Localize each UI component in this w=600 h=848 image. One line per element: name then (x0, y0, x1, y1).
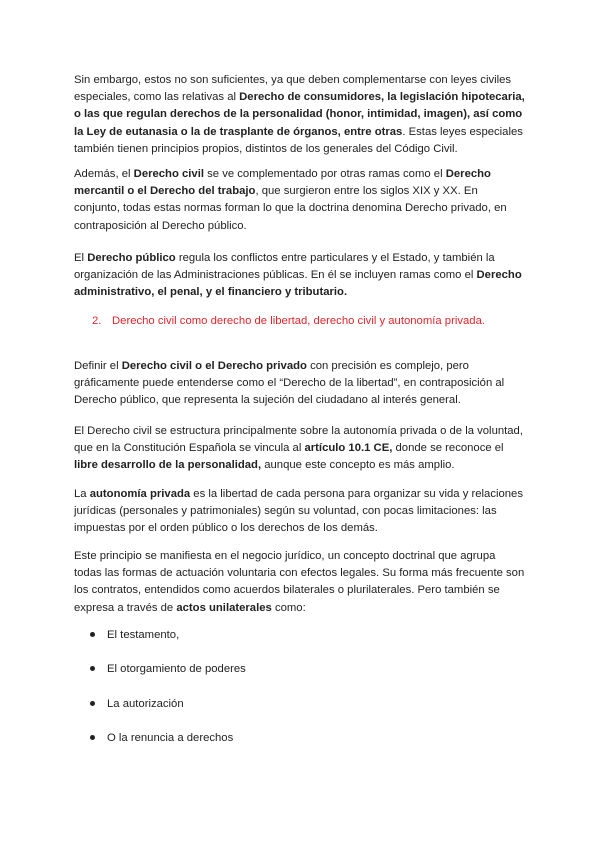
text-span: La (74, 488, 90, 500)
paragraph-private-law (74, 166, 526, 235)
list-item-text: La autorización (107, 698, 184, 710)
text-span: . Estas leyes especiales también tienen principios propios, distintos de los generales del Código Civil. (74, 125, 523, 155)
section-heading (92, 313, 522, 330)
text-span: El Derecho civil se estructura principalmente sobre la autonomía privada o de la voluntad, que en la Constitución Española se vincula al (74, 425, 523, 455)
bold-span: Derecho público (87, 252, 176, 264)
text-span: El (74, 252, 88, 264)
heading-number: 2. (92, 315, 102, 327)
paragraph-special-laws (74, 72, 526, 158)
text-span: como: (271, 601, 306, 614)
text-span: Definir el (74, 360, 122, 372)
list-item-text: O la renuncia a derechos (107, 732, 234, 744)
text-span: donde se reconoce el (392, 442, 504, 455)
list-item-text: El testamento, (107, 629, 180, 641)
text-span: Este principio se manifiesta en el negocio jurídico, un concepto doctrinal que agrupa todas las formas de actuación voluntaria con efectos legales. Su forma más frecuente son los contratos, entendidos como acuerdos bilaterales o plurilaterales. Pero también se expresa a través de (74, 550, 525, 614)
list-item (90, 661, 246, 678)
list-item (90, 627, 179, 644)
text-span: con precisión es complejo, pero gráficamente puede entenderse como el “Derecho de la libertad”, en contraposición al Derecho público, que representa la sujeción del ciudadano al interés general. (74, 360, 505, 407)
bold-span: artículo 10.1 CE, (304, 442, 393, 455)
bold-span: autonomía privada (89, 488, 191, 500)
text-span: regula los conflictos entre particulares y el Estado, y también la organización de las Administraciones públicas. En él se incluyen ramas como el (74, 252, 495, 282)
paragraph-constitution (74, 423, 526, 475)
bullet-icon (90, 701, 95, 706)
bold-span: Derecho de consumidores, la legislación hipotecaria, o las que regulan derechos de la personalidad (honor, intimidad, imagen), así como la Ley de eutanasia o la de trasplante de órganos, entre otras (74, 91, 525, 138)
list-item (90, 730, 233, 747)
paragraph-public-law (74, 250, 526, 302)
text-span: es la libertad de cada persona para organizar su vida y relaciones jurídicas (personales y patrimoniales) según su voluntad, con pocas limitaciones: las impuestas por el orden público o los derechos de los demás. (74, 488, 523, 535)
bold-span: actos unilaterales (176, 601, 272, 614)
paragraph-private-autonomy (74, 486, 526, 538)
list-item (90, 696, 184, 713)
bullet-icon (90, 632, 95, 637)
text-span: aunque este concepto es más amplio. (261, 459, 455, 472)
bold-span: Derecho administrativo, el penal, y el financiero y tributario. (74, 269, 522, 299)
bold-span: Derecho civil (133, 168, 204, 180)
paragraph-definition (74, 358, 526, 410)
bullet-icon (90, 735, 95, 740)
list-item-text: El otorgamiento de poderes (107, 663, 246, 675)
paragraph-legal-business (74, 548, 526, 617)
text-span: se ve complementado por otras ramas como el (203, 168, 446, 180)
bold-span: Derecho civil o el Derecho privado (121, 360, 307, 372)
text-span: Además, el (74, 168, 134, 180)
text-span: Sin embargo, estos no son suficientes, ya que deben complementarse con leyes civiles especiales, como las relativas al (74, 74, 512, 104)
heading-text: Derecho civil como derecho de libertad, derecho civil y autonomía privada. (112, 315, 485, 327)
text-span: , que surgieron entre los siglos XIX y XX. En conjunto, todas estas normas forman lo que la doctrina denomina Derecho privado, en contraposición al Derecho público. (74, 185, 507, 232)
bold-span: libre desarrollo de la personalidad, (74, 459, 262, 472)
bold-span: Derecho mercantil o el Derecho del trabajo (74, 168, 491, 198)
bullet-icon (90, 666, 95, 671)
